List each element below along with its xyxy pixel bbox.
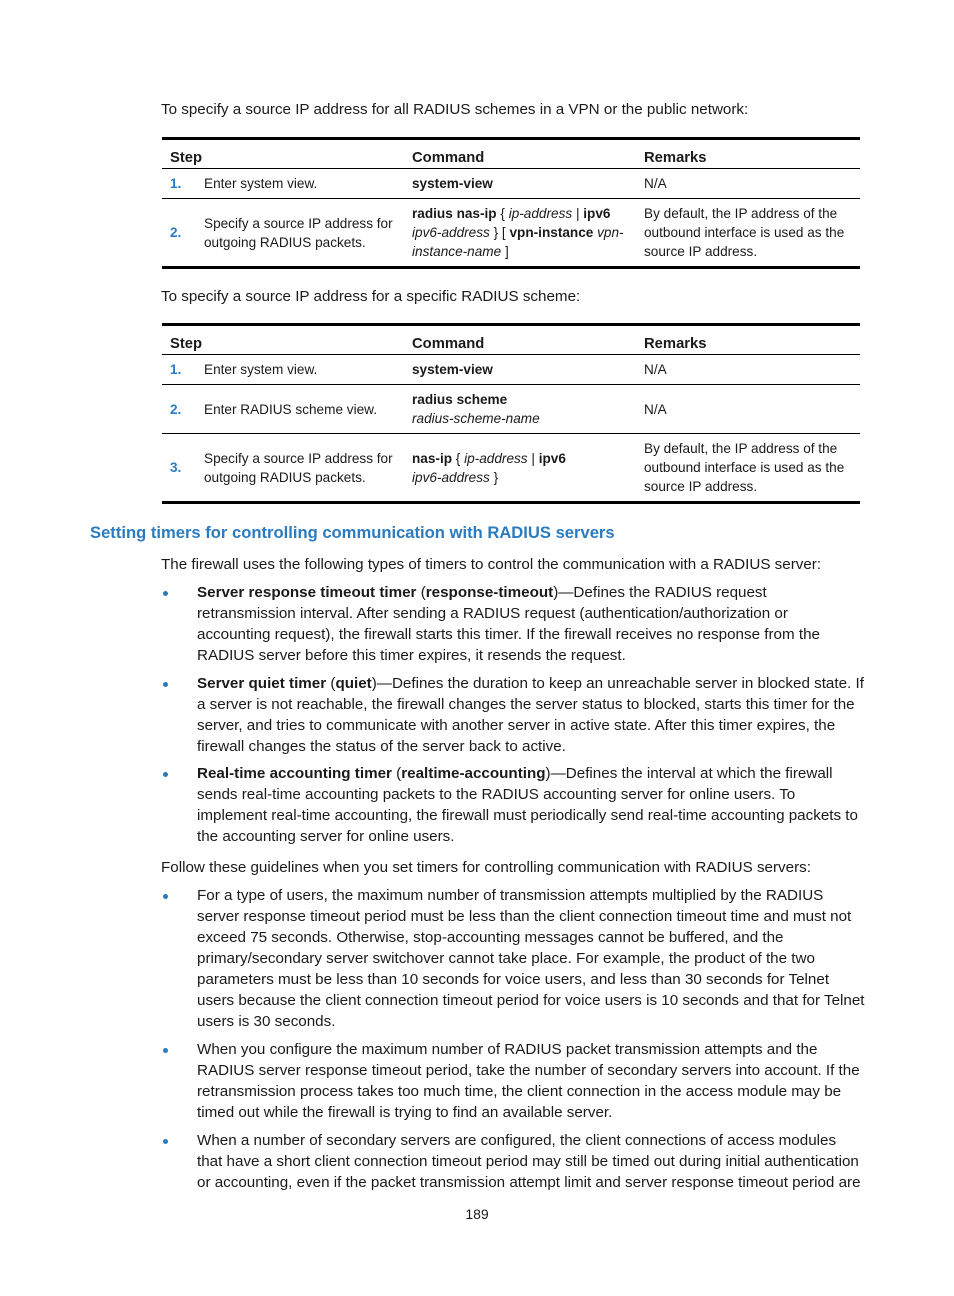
- command-table-1: [162, 137, 860, 269]
- table-row: [162, 355, 860, 385]
- command-keyword: system-view: [412, 362, 493, 377]
- header-command: Command: [412, 150, 485, 166]
- list-item: [197, 582, 865, 666]
- remarks-cell: N/A: [644, 401, 667, 417]
- table-header-row: [162, 325, 860, 355]
- table-row: [162, 199, 860, 268]
- step-description: Specify a source IP address for outgoing RADIUS packets.: [204, 450, 393, 485]
- command-syntax: |: [572, 206, 584, 221]
- timer-keyword: realtime-accounting: [401, 765, 546, 782]
- command-argument: ip-address: [508, 206, 573, 221]
- command-syntax: } [: [489, 225, 510, 240]
- table-row: [162, 434, 860, 503]
- list-item: [197, 885, 865, 1032]
- timer-keyword: response-timeout: [425, 584, 554, 601]
- timer-term: Server quiet timer: [197, 675, 327, 692]
- timer-description: )—Defines the duration to keep an unreachable server in blocked state. If a server is not reachable, the firewall changes the server status to blocked, starts this timer for the server, and tries to communicate with another server in active state. After this timer expires, the firewall changes the status of the server back to active.: [197, 675, 864, 755]
- header-command: Command: [412, 336, 485, 352]
- step-description: Enter system view.: [204, 362, 318, 377]
- command-keyword: ipv6: [583, 206, 611, 221]
- command-keyword: vpn-instance: [509, 225, 594, 240]
- bullet-icon: [163, 1048, 168, 1053]
- guideline-text: For a type of users, the maximum number of transmission attempts multiplied by the RADIUS server response timeout period must be less than the client connection timeout time and must not exceed 75 seconds. Otherwise, stop-accounting messages cannot be buffered, and the primary/secondary server switchover cannot take place. For example, the product of the two parameters must be less than 10 seconds for voice users, and less than 30 seconds for Telnet users because the client connection timeout period for voice users is 10 seconds and that for Telnet users is 30 seconds.: [197, 887, 865, 1030]
- timer-paren: (: [326, 675, 336, 692]
- list-item: [197, 673, 865, 757]
- remarks-cell: N/A: [644, 362, 667, 377]
- command-keyword: radius nas-ip: [412, 206, 497, 221]
- command-syntax: |: [527, 450, 539, 466]
- command-syntax: {: [496, 206, 509, 221]
- step-description: Enter system view.: [204, 176, 318, 191]
- timer-keyword: quiet: [335, 675, 372, 692]
- step-number: 3.: [170, 460, 182, 475]
- step-number: 1.: [170, 362, 182, 377]
- section-heading: Setting timers for controlling communication with RADIUS servers: [90, 523, 615, 542]
- header-step: Step: [170, 150, 203, 166]
- timer-term: Real-time accounting timer: [197, 765, 392, 782]
- page-number: 189: [465, 1206, 489, 1222]
- list-item: [197, 1130, 865, 1193]
- bullet-icon: [163, 682, 168, 687]
- step-number: 2.: [170, 401, 182, 417]
- timer-paren: (: [416, 584, 426, 601]
- command-syntax: {: [452, 450, 465, 466]
- timer-paren: (: [391, 765, 402, 782]
- table-row: [162, 385, 860, 434]
- command-argument: ip-address: [464, 450, 528, 466]
- remarks-cell: By default, the IP address of the outbound interface is used as the source IP address.: [644, 441, 845, 494]
- timer-term: Server response timeout timer: [197, 584, 417, 601]
- guidelines-intro-paragraph: Follow these guidelines when you set timers for controlling communication with RADIUS servers:: [161, 859, 811, 876]
- command-keyword: ipv6: [538, 450, 566, 466]
- table-header-row: [162, 139, 860, 169]
- list-item: [197, 1039, 865, 1123]
- bullet-icon: [163, 894, 168, 899]
- command-cell: [404, 355, 636, 385]
- bullet-icon: [163, 591, 168, 596]
- intro-paragraph-1: To specify a source IP address for all RADIUS schemes in a VPN or the public network:: [161, 101, 749, 118]
- command-argument: ipv6-address: [412, 225, 490, 240]
- bullet-icon: [163, 1139, 168, 1144]
- command-syntax: }: [489, 469, 499, 485]
- guideline-text: When a number of secondary servers are configured, the client connections of access modules that have a short client connection timeout period may still be timed out during initial authentication or accounting, even if the packet transmission attempt limit and server response timeout period are: [197, 1132, 861, 1191]
- list-item: [197, 763, 865, 847]
- step-description: Specify a source IP address for outgoing RADIUS packets.: [204, 215, 393, 250]
- command-table-2: [162, 323, 860, 504]
- remarks-cell: N/A: [644, 176, 667, 191]
- bullet-icon: [163, 772, 168, 777]
- header-remarks: Remarks: [644, 150, 707, 166]
- command-cell: [404, 385, 636, 434]
- command-syntax: ]: [501, 244, 509, 259]
- command-keyword: radius scheme: [412, 392, 508, 407]
- command-argument: vpn-instance-name: [412, 225, 624, 259]
- command-argument: ipv6-address: [412, 469, 490, 485]
- intro-paragraph-2: To specify a source IP address for a specific RADIUS scheme:: [161, 288, 581, 305]
- command-keyword: nas-ip: [412, 450, 453, 466]
- command-argument: radius-scheme-name: [412, 411, 540, 426]
- timer-description: )—Defines the RADIUS request retransmission interval. After sending a RADIUS request (authentication/authorization or accounting request), the firewall starts this timer. If the firewall receives no response from the RADIUS server before this timer expires, it resends the request.: [197, 584, 820, 664]
- command-keyword: system-view: [412, 176, 493, 191]
- command-cell: [404, 434, 636, 503]
- remarks-cell: By default, the IP address of the outbound interface is used as the source IP address.: [644, 206, 845, 259]
- timers-intro-paragraph: The firewall uses the following types of timers to control the communication with a RADIUS server:: [161, 556, 822, 573]
- header-remarks: Remarks: [644, 336, 707, 352]
- command-cell: [404, 199, 636, 268]
- step-description: Enter RADIUS scheme view.: [204, 401, 378, 417]
- step-number: 1.: [170, 176, 182, 191]
- guideline-text: When you configure the maximum number of RADIUS packet transmission attempts and the RADIUS server response timeout period, take the number of secondary servers into account. If the retransmission process takes too much time, the client connection in the access module may be timed out while the firewall is trying to find an available server.: [197, 1041, 860, 1121]
- command-cell: [404, 169, 636, 199]
- header-step: Step: [170, 336, 203, 352]
- timer-description: )—Defines the interval at which the firewall sends real-time accounting packets to the RADIUS accounting server for online users. To implement real-time accounting, the firewall must periodically send real-time accounting packets to the accounting server for online users.: [197, 765, 858, 845]
- step-number: 2.: [170, 225, 182, 240]
- table-row: [162, 169, 860, 199]
